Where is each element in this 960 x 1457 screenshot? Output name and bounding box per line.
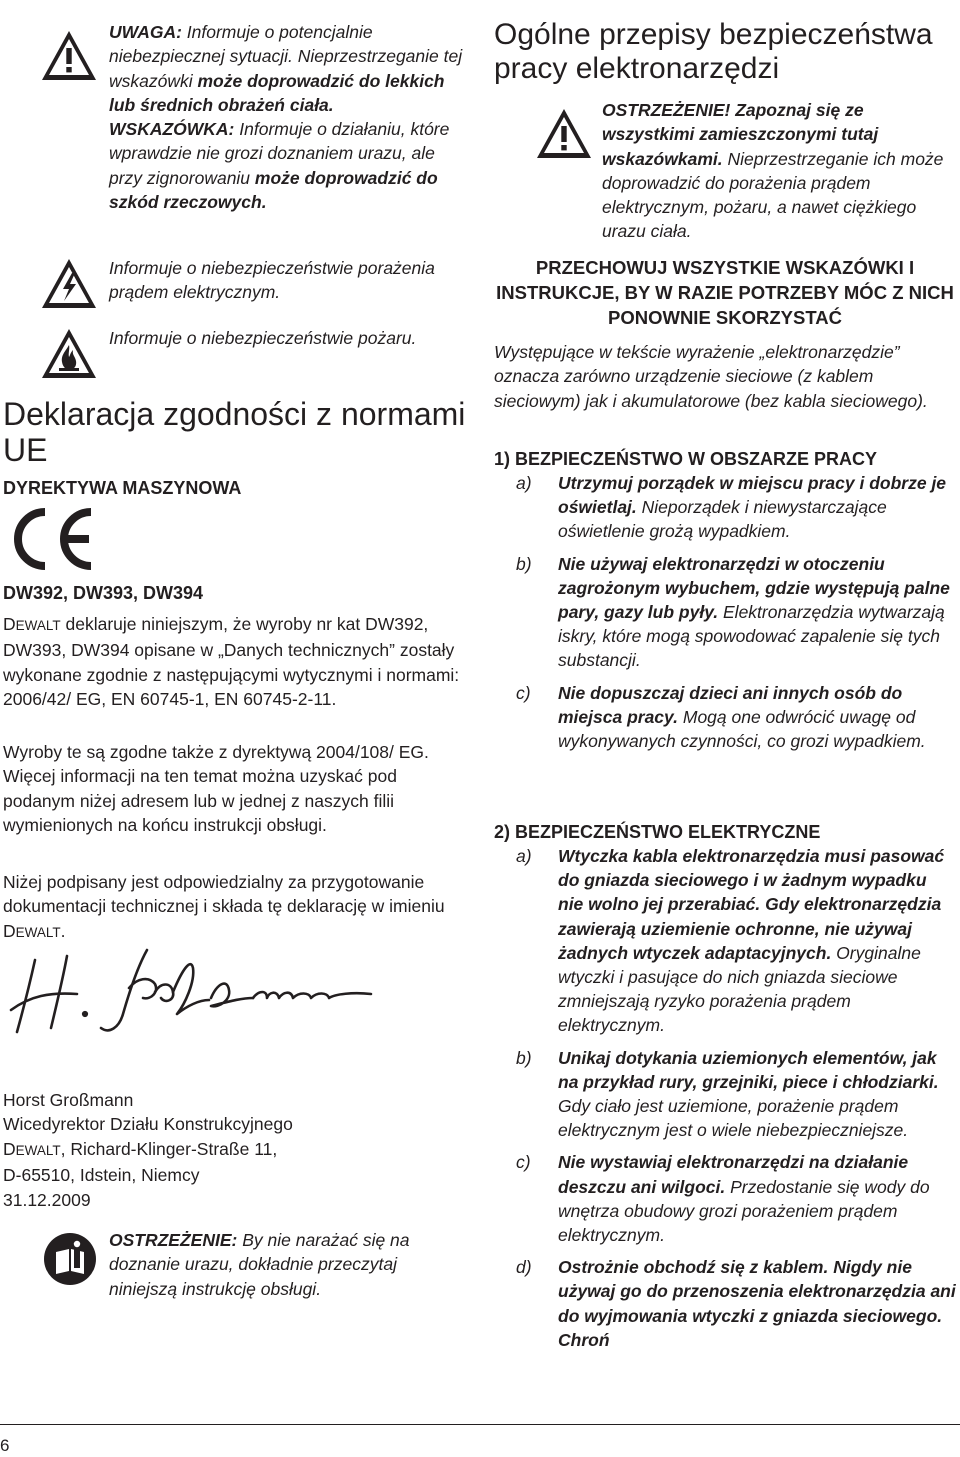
wskazowka-paragraph (109, 117, 465, 214)
signer-date: 31.12.2009 (3, 1189, 91, 1210)
item-label: a) (516, 473, 532, 493)
list-item (494, 681, 956, 754)
item-label: c) (516, 1152, 531, 1173)
wskazowka-emphasis: może doprowadzić do szkód rzeczowych. (109, 167, 438, 213)
wskazowka-text: Informuje o działaniu, które wprawdzie nie grozi doznaniem urazu, ale przy zignorowaniu (109, 119, 450, 188)
item-text: Elektronarzędzia wytwarzają iskry, które mogą spowodować zapalenie się tych substancji. (558, 602, 945, 671)
brand-prefix: D (3, 920, 16, 941)
address-street: , Richard-Klinger-Straße 11, (60, 1138, 278, 1159)
item-label: b) (516, 1047, 532, 1068)
list-item (494, 1255, 956, 1352)
item-text: Oryginalne wtyczki i pasujące do nich gniazda sieciowe zmniejszają ryzyko porażenia prądem elektrycznym. (558, 942, 921, 1036)
fire-hazard-icon (39, 326, 99, 382)
models-heading: DW392, DW393, DW394 (3, 583, 204, 603)
work-area-list (494, 471, 956, 761)
directive-heading: DYREKTYWA MASZYNOWA (3, 478, 242, 498)
wskazowka-label: WSKAZÓWKA: (109, 119, 235, 140)
item-label: d) (516, 1257, 532, 1278)
item-text: Przedostanie się wody do wnętrza obudowy grozi porażeniem prądem elektrycznym. (558, 1176, 930, 1246)
item-lead: Nie dopuszczaj dzieci ani innych osób do miejsca pracy. (558, 682, 903, 727)
intro-paragraph: Występujące w tekście wyrażenie „elektronarzędzie” oznacza zarówno urządzenie sieciowe (z kablem sieciowym) jak i akumulatorowe (bez kabla sieciowego). (494, 342, 928, 411)
list-item (494, 552, 956, 673)
item-text: Gdy ciało jest uziemione, porażenie prądem elektrycznym jest o wiele niebezpieczniejsze. (558, 1096, 909, 1141)
signer-address-line2: D-65510, Idstein, Niemcy (3, 1165, 200, 1186)
item-label: c) (516, 682, 531, 703)
item-lead: Ostrożnie obchodź się z kablem. Nigdy nie używaj go do przenoszenia elektronarzędzia ani do wyjmowania wtyczki z gniazda sieciowego. Chroń (558, 1257, 956, 1350)
list-item (494, 1046, 956, 1143)
item-label: a) (516, 846, 532, 866)
uwaga-label: UWAGA: (109, 22, 182, 42)
read-manual-warning-text (109, 1228, 465, 1301)
general-warning-body: Nieprzestrzeganie ich może doprowadzić do porażenia prądem elektrycznym, pożaru, a nawet ciężkiego urazu ciała. (602, 148, 944, 242)
read-manual-lead: OSTRZEŻENIE: (109, 1230, 238, 1250)
general-warning-text (602, 98, 956, 244)
item-lead: Wtyczka kabla elektronarzędzia musi pasować do gniazda sieciowego i w żadnym wypadku nie wolno jej przerabiać. Gdy elektronarzędzia zawierają uziemienie ochronne, nie używaj żadnych wtyczek adaptacyjnych. (558, 846, 945, 963)
fire-notice-text: Informuje o niebezpieczeństwie pożaru. (109, 328, 417, 348)
uwaga-text: Informuje o potencjalnie niebezpiecznej sytuacji. Nieprzestrzeganie tej wskazówki (109, 22, 463, 91)
warning-notice-text (109, 20, 465, 214)
uwaga-paragraph (109, 20, 465, 117)
signer-address-line1 (3, 1137, 293, 1163)
item-label: b) (516, 553, 532, 574)
read-manual-icon (43, 1232, 97, 1286)
section-electrical-title: 2) BEZPIECZEŃSTWO ELEKTRYCZNE (494, 822, 821, 842)
general-safety-title: Ogólne przepisy bezpieczeństwa pracy elektronarzędzi (494, 18, 933, 85)
brand-rest: EWALT (15, 924, 61, 940)
signature-image (5, 948, 375, 1038)
item-lead: Utrzymuj porządek w miejscu pracy i dobrze je oświetlaj. (558, 473, 947, 518)
brand-rest: EWALT (15, 1142, 61, 1158)
list-item (494, 844, 956, 1038)
item-lead: Nie wystawiaj elektronarzędzi na działanie deszczu ani wilgoci. (558, 1152, 909, 1197)
uwaga-emphasis: może doprowadzić do lekkich lub średnich obrażeń ciała. (109, 70, 445, 115)
declaration-title: Deklaracja zgodności z normami UE (3, 396, 466, 468)
page-number: 6 (0, 1436, 10, 1455)
signer-role: Wicedyrektor Działu Konstrukcyjnego (3, 1114, 293, 1135)
responsibility-end: . (60, 920, 66, 941)
section-work-area-title: 1) BEZPIECZEŃSTWO W OBSZARZE PRACY (494, 449, 878, 469)
electric-notice-text: Informuje o niebezpieczeństwie porażenia prądem elektrycznym. (109, 258, 435, 303)
electrical-list (494, 844, 956, 1360)
warning-triangle-icon (39, 28, 99, 84)
item-lead: Unikaj dotykania uziemionych elementów, jak na przykład rury, grzejniki, piece i chłodziarki. (558, 1047, 939, 1092)
footer-rule (0, 1424, 960, 1425)
general-warning-lead: OSTRZEŻENIE! Zapoznaj się ze wszystkimi zamieszczonymi tutaj wskazówkami. (602, 100, 879, 169)
electric-shock-icon (39, 256, 99, 312)
warning-triangle-icon (534, 106, 594, 162)
responsibility-text: Niżej podpisany jest odpowiedzialny za przygotowanie dokumentacji technicznej i składa tę deklarację w imieniu (3, 872, 445, 917)
read-manual-text: By nie narażać się na doznanie urazu, dokładnie przeczytaj niniejszą instrukcję obsługi. (109, 1230, 410, 1299)
responsibility-paragraph (3, 870, 465, 945)
signer-name: Horst Großmann (3, 1090, 134, 1110)
item-text: Nieporządek i niewystarczające oświetlenie grożą wypadkiem. (558, 497, 887, 542)
directive-paragraph: Wyroby te są zgodne także z dyrektywą 2004/108/ EG. Więcej informacji na ten temat można uzyskać pod podanym niżej adresem lub w jednej z naszych filii wymienionych na końcu instrukcji obsługi. (3, 742, 429, 836)
keep-instructions-notice: PRZECHOWUJ WSZYSTKIE WSKAZÓWKI I INSTRUKCJE, BY W RAZIE POTRZEBY MÓC Z NICH PONOWNIE SKORZYSTAĆ (496, 257, 954, 328)
item-lead: Nie używaj elektronarzędzi w otoczeniu zagrożonym wybuchem, gdzie występują palne pary, gazy lub pyły. (558, 553, 950, 623)
declaration-text: deklaruje niniejszym, że wyroby nr kat DW392, DW393, DW394 opisane w „Danych technicznych” zostały wykonane zgodnie z następującymi wytycznymi i normami: 2006/42/ EG, EN 60745-1, EN 60745-2-11. (3, 614, 460, 710)
brand-prefix: D (3, 1138, 16, 1159)
signer-block (3, 1088, 293, 1212)
declaration-paragraph (3, 612, 465, 712)
item-text: Mogą one odwrócić uwagę od wykonywanych czynności, co grozi wypadkiem. (558, 706, 926, 752)
list-item (494, 471, 956, 544)
brand-rest: EWALT (15, 618, 61, 633)
list-item (494, 1150, 956, 1247)
brand-prefix: D (3, 614, 16, 634)
ce-mark-icon (7, 506, 95, 572)
